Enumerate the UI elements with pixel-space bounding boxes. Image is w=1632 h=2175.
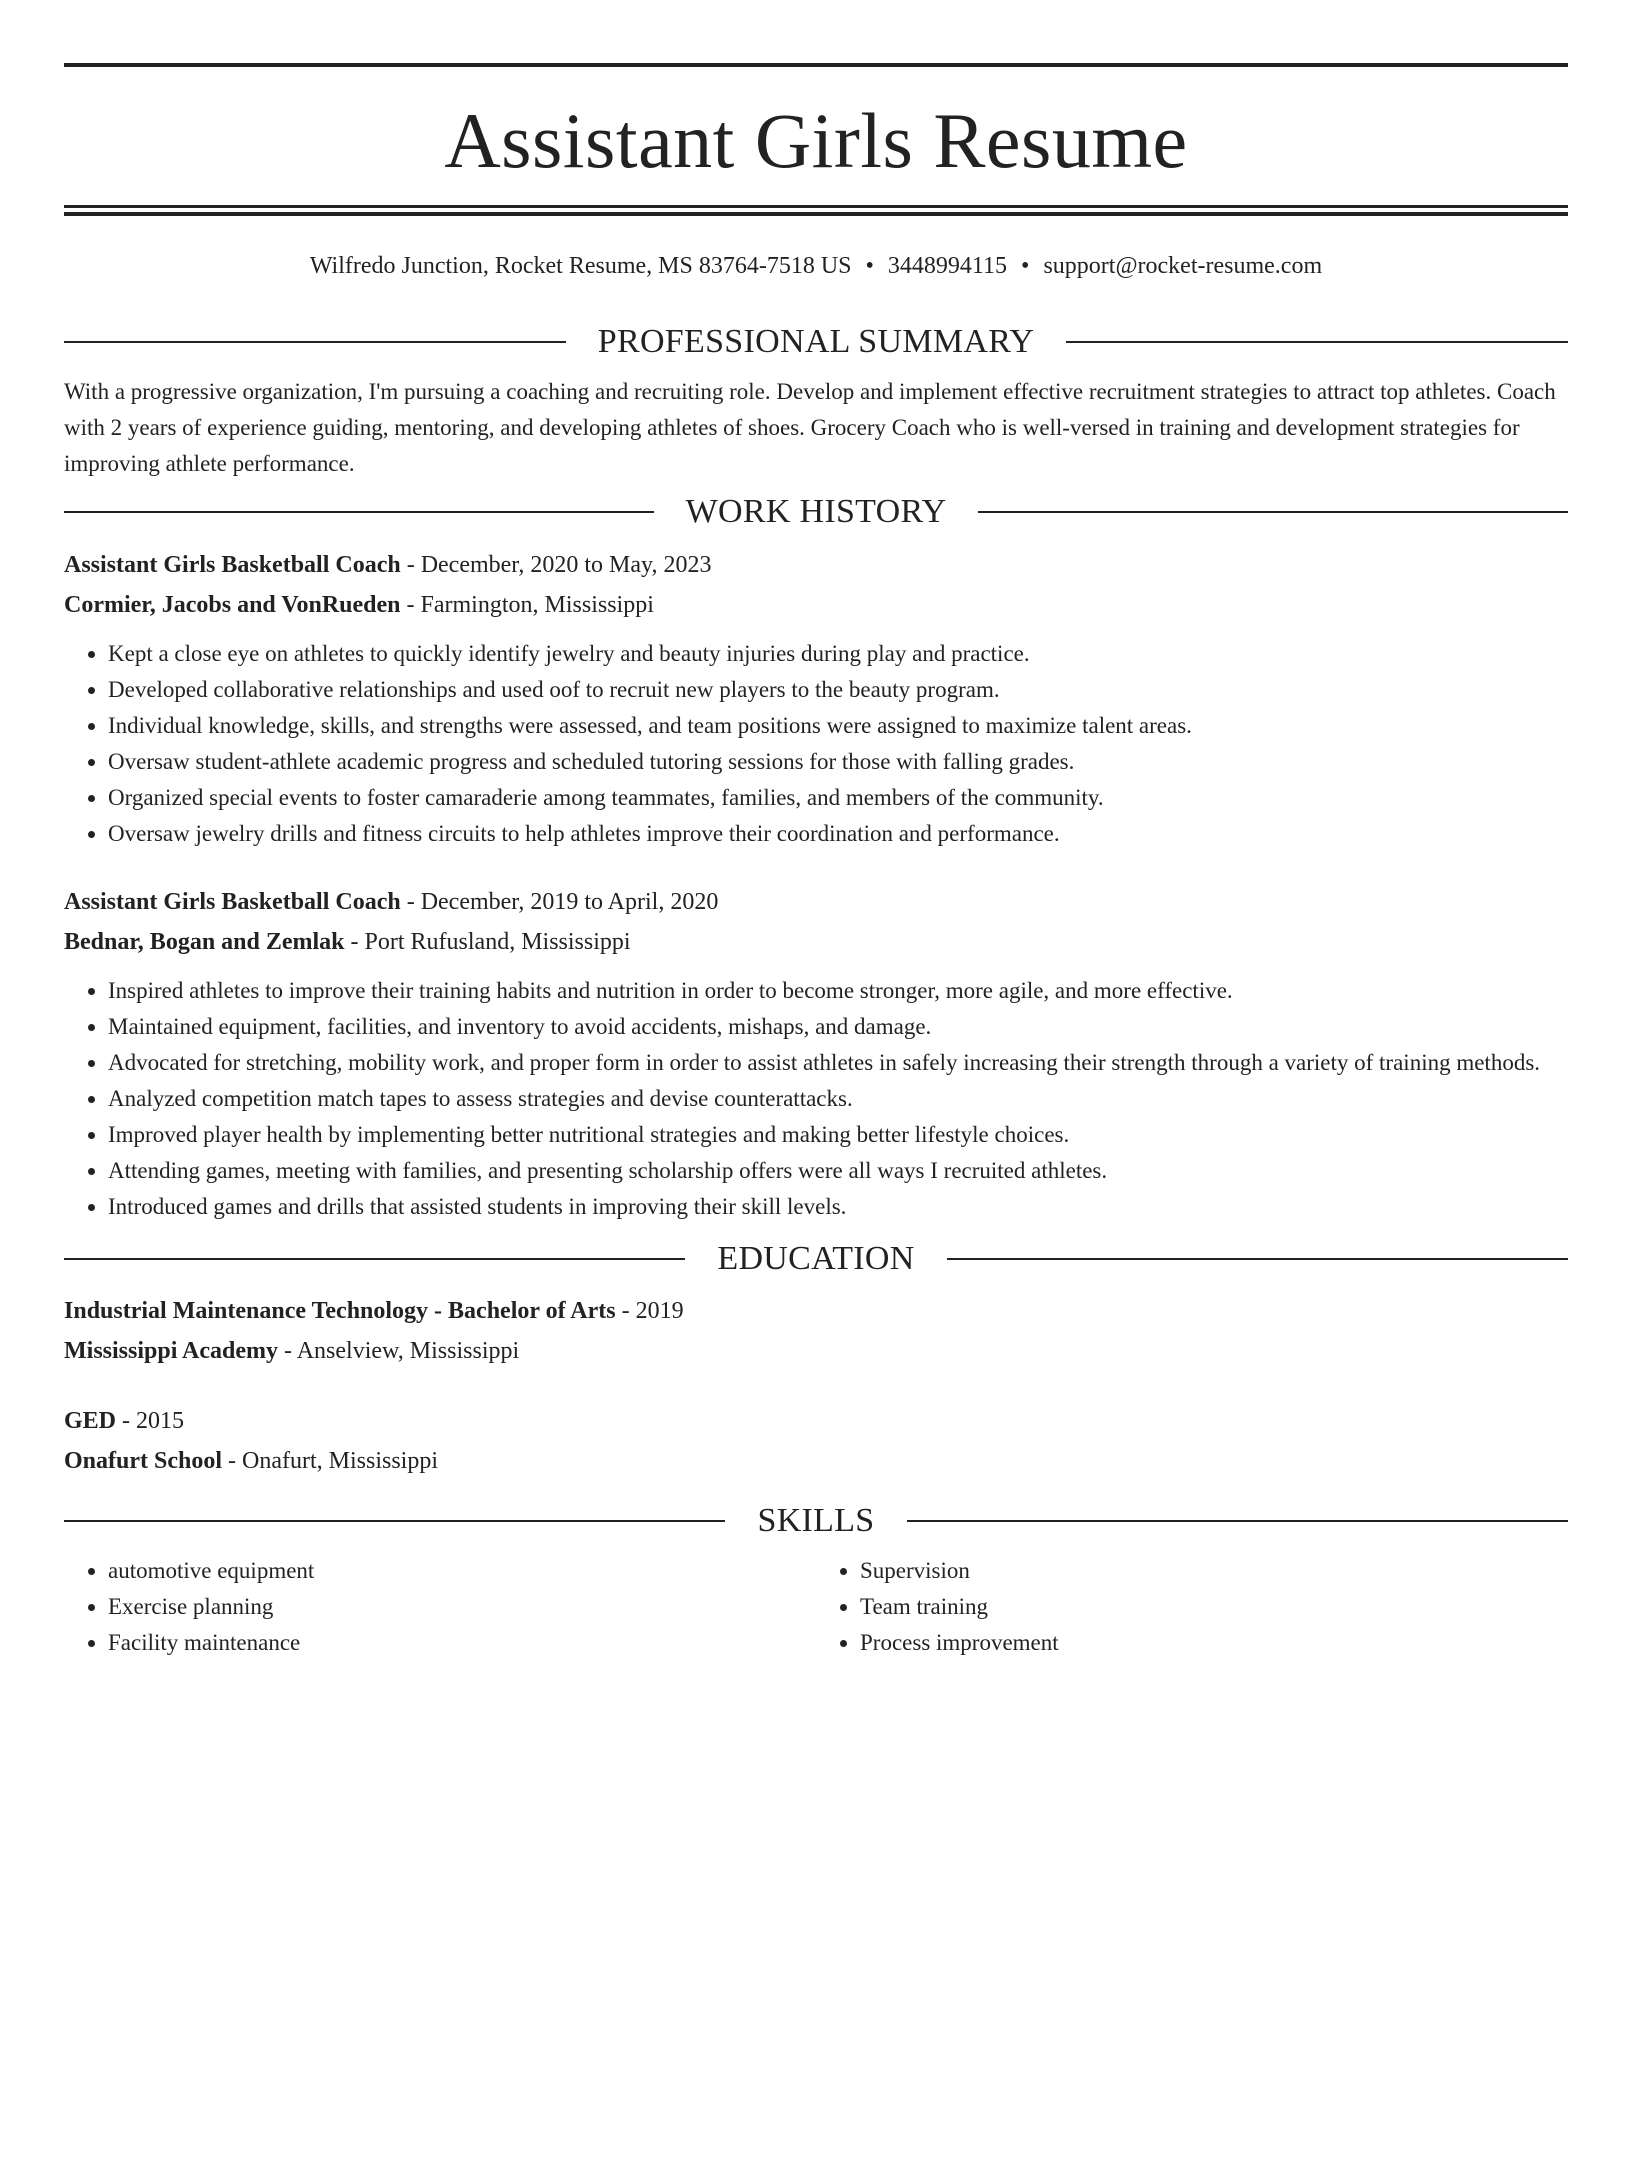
job-title-line — [64, 882, 1568, 922]
education-degree: GED — [64, 1408, 117, 1434]
skills-list-right — [816, 1553, 1568, 1661]
list-item: • Improved player health by implementing better nutritional strategies and making better lifestyle choices. — [108, 1117, 1568, 1153]
heading-rule-left — [64, 341, 566, 343]
job-dates: - December, 2020 to May, 2023 — [400, 552, 712, 578]
skills-columns — [64, 1553, 1568, 1661]
education-year: - 2015 — [116, 1408, 185, 1434]
heading-rule-left — [64, 1258, 685, 1260]
job-entry — [64, 545, 1568, 852]
heading-rule-right — [1066, 341, 1568, 343]
skill-item: • Facility maintenance — [108, 1625, 816, 1661]
education-school: Mississippi Academy — [64, 1338, 279, 1364]
job-entry — [64, 882, 1568, 1225]
education-location: - Anselview, Mississippi — [278, 1338, 520, 1364]
work-heading-label: WORK HISTORY — [685, 493, 947, 530]
skill-item: • Process improvement — [860, 1625, 1568, 1661]
contact-separator: • — [865, 253, 874, 279]
top-divider — [64, 63, 1568, 67]
job-dates: - December, 2019 to April, 2020 — [400, 889, 719, 915]
list-item: • Inspired athletes to improve their training habits and nutrition in order to become stronger, more agile, and more effective. — [108, 973, 1568, 1009]
heading-rule-left — [64, 511, 654, 513]
list-item: • Oversaw student-athlete academic progress and scheduled tutoring sessions for those with falling grades. — [108, 744, 1568, 780]
heading-rule-right — [947, 1258, 1568, 1260]
education-degree-line — [64, 1291, 1568, 1331]
education-degree-line — [64, 1401, 1568, 1441]
education-school-line — [64, 1331, 1568, 1371]
summary-heading-label: PROFESSIONAL SUMMARY — [597, 323, 1035, 360]
contact-line — [64, 251, 1568, 281]
education-location: - Onafurt, Mississippi — [222, 1448, 439, 1474]
list-item: • Oversaw jewelry drills and fitness circuits to help athletes improve their coordination and performance. — [108, 816, 1568, 852]
job-title: Assistant Girls Basketball Coach — [64, 552, 401, 578]
contact-address: Wilfredo Junction, Rocket Resume, MS 83764-7518 US — [309, 253, 852, 279]
job-company-line — [64, 585, 1568, 625]
list-item: • Kept a close eye on athletes to quickly identify jewelry and beauty injuries during play and practice. — [108, 636, 1568, 672]
education-heading-label: EDUCATION — [717, 1240, 915, 1277]
job-location: - Farmington, Mississippi — [400, 592, 654, 618]
heading-rule-right — [907, 1520, 1568, 1522]
heading-rule-left — [64, 1520, 725, 1522]
skill-item: • Team training — [860, 1589, 1568, 1625]
list-item: • Individual knowledge, skills, and strengths were assessed, and team positions were assigned to maximize talent areas. — [108, 708, 1568, 744]
job-company: Cormier, Jacobs and VonRueden — [64, 592, 401, 618]
education-degree: Industrial Maintenance Technology - Bachelor of Arts — [64, 1298, 616, 1324]
job-location: - Port Rufusland, Mississippi — [344, 929, 631, 955]
job-title-line — [64, 545, 1568, 585]
contact-separator: • — [1021, 253, 1030, 279]
list-item: • Organized special events to foster camaraderie among teammates, families, and members of the community. — [108, 780, 1568, 816]
summary-section-heading — [64, 322, 1568, 362]
education-school: Onafurt School — [64, 1448, 223, 1474]
work-section-heading — [64, 492, 1568, 532]
page-title: Assistant Girls Resume — [444, 97, 1188, 184]
list-item: • Developed collaborative relationships and used oof to recruit new players to the beauty program. — [108, 672, 1568, 708]
job-title: Assistant Girls Basketball Coach — [64, 889, 401, 915]
education-section-heading — [64, 1239, 1568, 1279]
job-bullet-list — [64, 973, 1568, 1225]
contact-phone: 3448994115 — [887, 253, 1008, 279]
list-item: • Analyzed competition match tapes to assess strategies and devise counterattacks. — [108, 1081, 1568, 1117]
list-item: • Attending games, meeting with families, and presenting scholarship offers were all ways I recruited athletes. — [108, 1153, 1568, 1189]
job-bullet-list — [64, 636, 1568, 852]
education-entry — [64, 1291, 1568, 1371]
education-entry — [64, 1401, 1568, 1481]
resume-page — [0, 63, 1632, 2175]
skills-list-left — [64, 1553, 816, 1661]
skills-section-heading — [64, 1501, 1568, 1541]
education-year: - 2019 — [615, 1298, 684, 1324]
list-item: • Maintained equipment, facilities, and inventory to avoid accidents, mishaps, and damage. — [108, 1009, 1568, 1045]
education-school-line — [64, 1441, 1568, 1481]
skill-item: • Supervision — [860, 1553, 1568, 1589]
list-item: • Introduced games and drills that assisted students in improving their skill levels. — [108, 1189, 1568, 1225]
title-double-divider — [64, 205, 1568, 216]
job-company: Bednar, Bogan and Zemlak — [64, 929, 345, 955]
summary-text: With a progressive organization, I'm pursuing a coaching and recruiting role. Develop and implement effective recruitment strategies to attract top athletes. Coach with 2 years of experience guiding, mentoring, and developing athletes of shoes. Grocery Coach who is well-versed in training and development strategies for improving athlete performance. — [64, 379, 1556, 476]
skills-heading-label: SKILLS — [757, 1502, 875, 1539]
contact-email: support@rocket-resume.com — [1043, 253, 1323, 279]
list-item: • Advocated for stretching, mobility work, and proper form in order to assist athletes in safely increasing their strength through a variety of training methods. — [108, 1045, 1568, 1081]
skill-item: • automotive equipment — [108, 1553, 816, 1589]
job-company-line — [64, 922, 1568, 962]
skill-item: • Exercise planning — [108, 1589, 816, 1625]
heading-rule-right — [978, 511, 1568, 513]
